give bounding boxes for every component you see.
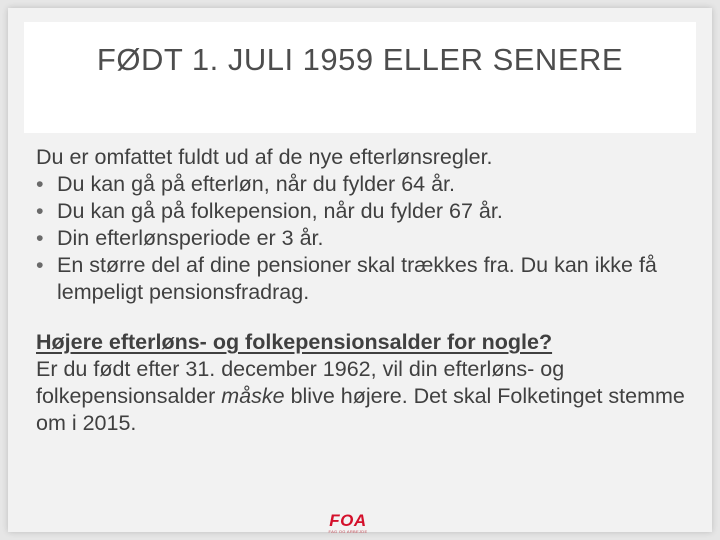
bullet-text: En større del af dine pensioner skal trækkes fra. Du kan ikke få lempeligt pensionsfradrag. bbox=[57, 253, 657, 304]
bullet-dot: • bbox=[36, 226, 44, 250]
bullet-item bbox=[36, 252, 696, 306]
bullet-dot: • bbox=[36, 199, 44, 223]
slide-title: FØDT 1. JULI 1959 ELLER SENERE bbox=[96, 42, 624, 77]
bullet-text: Din efterlønsperiode er 3 år. bbox=[57, 226, 324, 250]
section-block bbox=[36, 329, 696, 437]
bullet-dot: • bbox=[36, 172, 44, 196]
intro-text: Du er omfattet fuldt ud af de nye efterlønsregler. bbox=[36, 145, 493, 169]
logo-wordmark: FOA bbox=[329, 511, 367, 530]
bullet-item bbox=[36, 225, 696, 252]
paragraph-emphasis: måske bbox=[221, 384, 285, 408]
bullet-list bbox=[36, 171, 696, 306]
bullet-dot: • bbox=[36, 253, 44, 277]
slide-body bbox=[36, 144, 696, 437]
section-paragraph bbox=[36, 356, 696, 437]
bullet-text: Du kan gå på efterløn, når du fylder 64 år. bbox=[57, 172, 455, 196]
paragraph-text-end: blive højere. Det skal Folketinget stemme om i 2015. bbox=[36, 384, 685, 435]
bullet-item bbox=[36, 171, 696, 198]
foa-logo bbox=[319, 512, 377, 540]
slide bbox=[8, 8, 712, 532]
paragraph-text-start: Er du født efter 31. december 1962, vil din efterløns- og folkepensionsalder bbox=[36, 357, 565, 408]
title-box bbox=[24, 22, 696, 133]
section-heading: Højere efterløns- og folkepensionsalder for nogle? bbox=[36, 330, 553, 354]
logo-tagline: FAG OG ARBEJDE bbox=[328, 529, 368, 534]
bullet-text: Du kan gå på folkepension, når du fylder 67 år. bbox=[57, 199, 503, 223]
bullet-item bbox=[36, 198, 696, 225]
